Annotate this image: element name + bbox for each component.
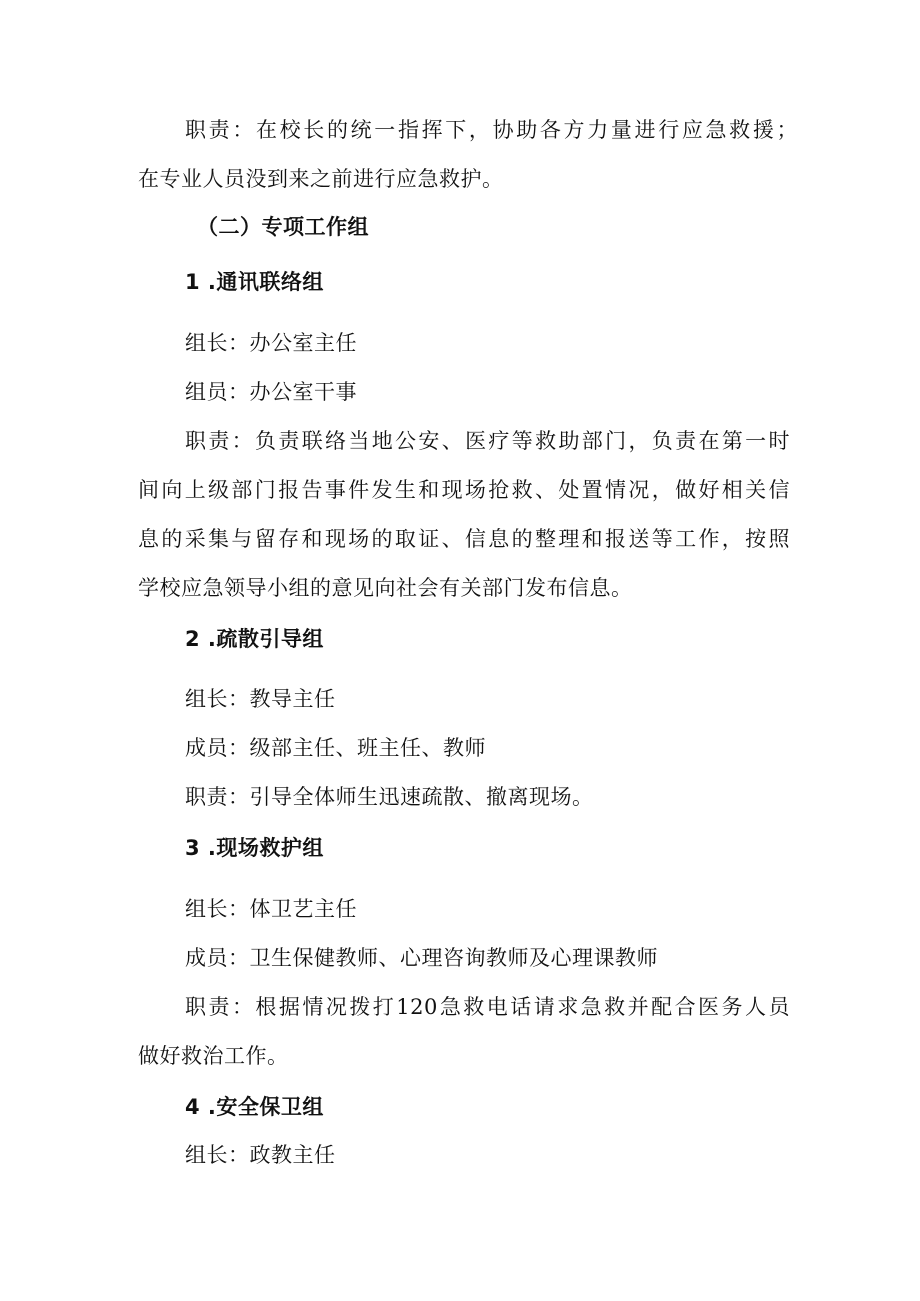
group-heading-evacuation: 2 .疏散引导组 [185, 627, 324, 651]
section-heading-special-groups: （二）专项工作组 [197, 215, 369, 239]
evacuation-leader: 组长：教导主任 [185, 687, 336, 711]
rescue-duty-line-2: 做好救治工作。 [138, 1044, 289, 1068]
group-heading-rescue: 3 .现场救护组 [185, 836, 324, 860]
group-heading-communication: 1 .通讯联络组 [185, 270, 324, 294]
communication-leader: 组长：办公室主任 [185, 331, 357, 355]
communication-duty-line-2: 间向上级部门报告事件发生和现场抢救、处置情况，做好相关信 [138, 478, 790, 502]
rescue-duty-line-1: 职责：根据情况拨打120急救电话请求急救并配合医务人员 [185, 995, 790, 1019]
communication-duty-line-4: 学校应急领导小组的意见向社会有关部门发布信息。 [138, 576, 633, 600]
evacuation-members: 成员：级部主任、班主任、教师 [185, 736, 486, 760]
evacuation-duty: 职责：引导全体师生迅速疏散、撤离现场。 [185, 785, 594, 809]
rescue-leader: 组长：体卫艺主任 [185, 897, 357, 921]
communication-duty-line-3: 息的采集与留存和现场的取证、信息的整理和报送等工作，按照 [138, 527, 790, 551]
security-leader: 组长：政教主任 [185, 1143, 336, 1167]
duty-general-line-2: 在专业人员没到来之前进行应急救护。 [138, 167, 504, 191]
communication-duty-line-1: 职责：负责联络当地公安、医疗等救助部门，负责在第一时 [185, 429, 790, 453]
communication-members: 组员：办公室干事 [185, 380, 357, 404]
group-heading-security: 4 .安全保卫组 [185, 1095, 324, 1119]
rescue-members: 成员：卫生保健教师、心理咨询教师及心理课教师 [185, 946, 658, 970]
duty-general-line-1: 职责：在校长的统一指挥下，协助各方力量进行应急救援； [185, 118, 798, 142]
